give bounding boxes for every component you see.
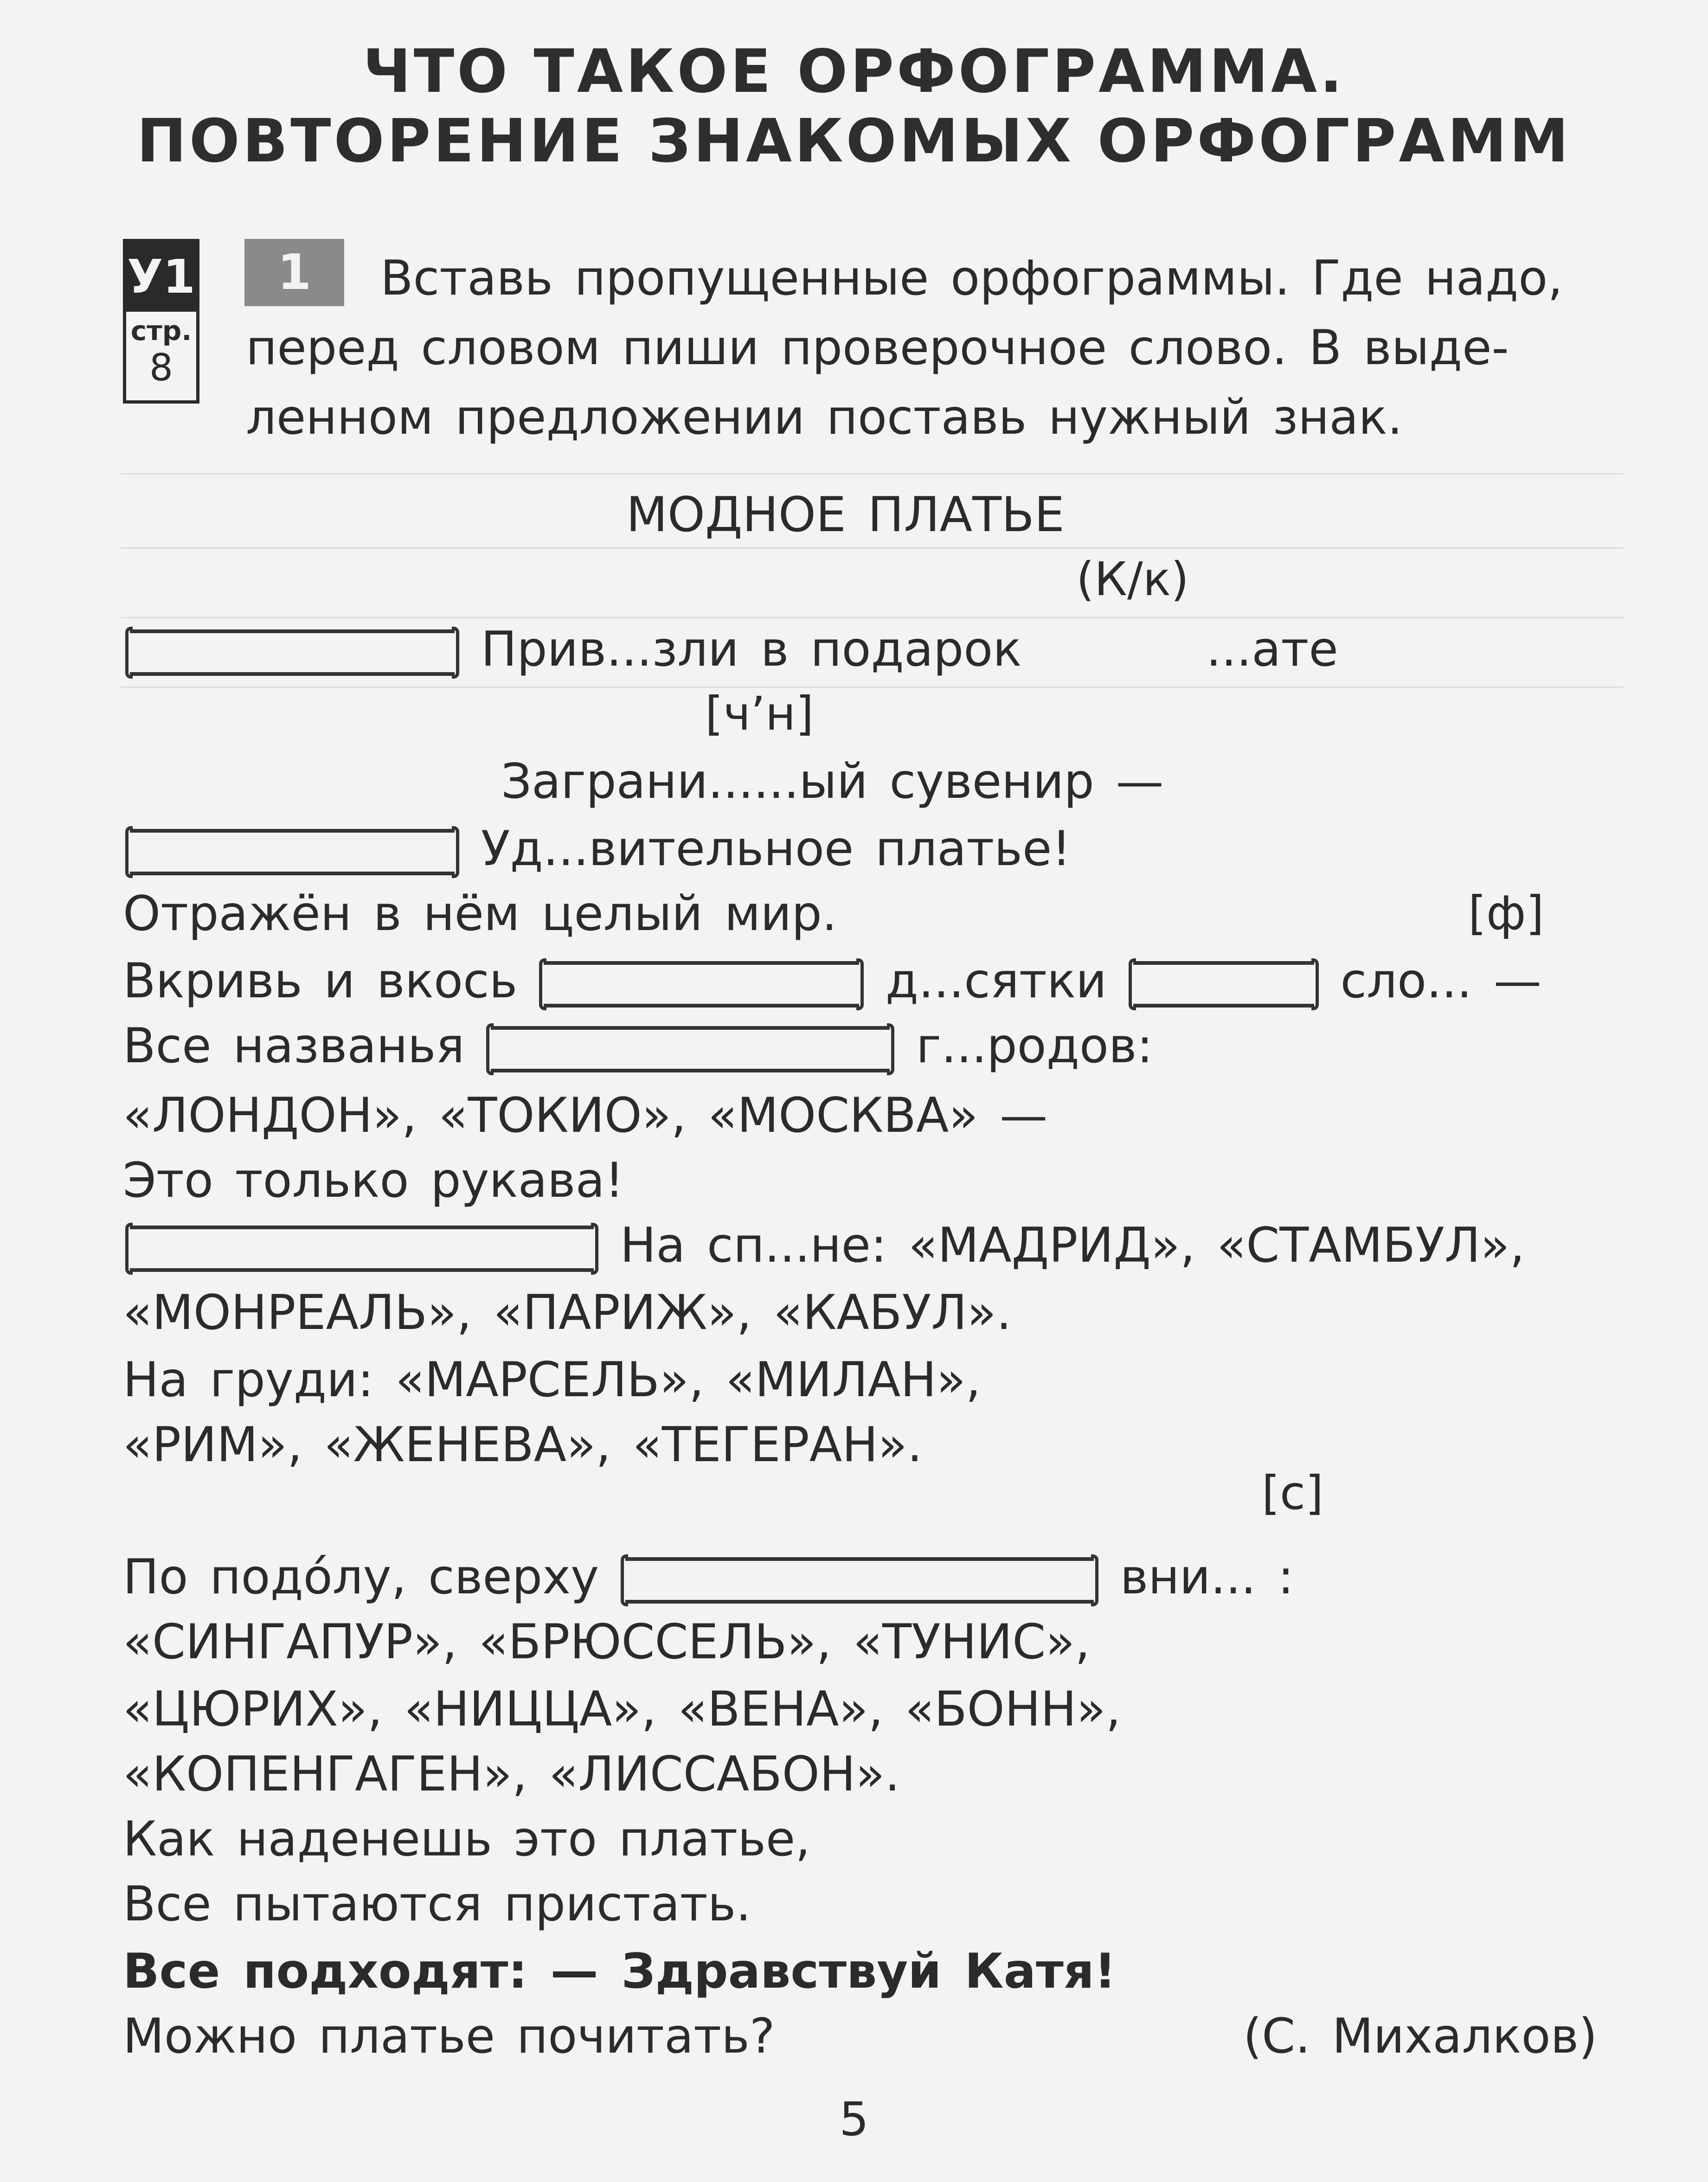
- poem-title: МОДНОЕ ПЛАТЬЕ: [626, 487, 1065, 543]
- poem-line-8: Это только рукава!: [123, 1153, 624, 1208]
- poem-line-2: Заграни......ый сувенир —: [501, 754, 1164, 809]
- check-word-box[interactable]: [491, 1026, 890, 1072]
- unit-label: У1: [126, 242, 196, 312]
- bleed-rule: [121, 547, 1624, 549]
- task-number-badge: 1: [244, 239, 344, 306]
- page-ref-label: стр.: [130, 315, 192, 347]
- check-word-box[interactable]: [625, 1557, 1094, 1604]
- poem-line-7: «ЛОНДОН», «ТОКИО», «МОСКВА» —: [123, 1088, 1048, 1143]
- poem-line-4: Отражён в нём целый мир.: [123, 886, 837, 942]
- instruction-line-2: перед словом пиши проверочное слово. В выде-: [246, 320, 1509, 376]
- poem-line-14: «СИНГАПУР», «БРЮССЕЛЬ», «ТУНИС»,: [123, 1614, 1090, 1670]
- instruction-line-1: Вставь пропущенные орфограммы. Где надо,: [380, 250, 1563, 306]
- check-word-box[interactable]: [130, 829, 455, 875]
- poem-line-17: Как наденешь это платье,: [123, 1811, 811, 1867]
- bleed-rule: [121, 617, 1624, 618]
- hint-capitalization: (К/к): [1076, 552, 1189, 606]
- check-word-box[interactable]: [1133, 961, 1314, 1008]
- check-word-box[interactable]: [544, 961, 859, 1008]
- poem-line-9: На сп...не: «МАДРИД», «СТАМБУЛ»,: [125, 1218, 1525, 1273]
- poem-line-12: «РИМ», «ЖЕНЕВА», «ТЕГЕРАН».: [123, 1417, 923, 1473]
- poem-line-1-tail: ...ате: [1206, 622, 1338, 677]
- poem-line-11: На груди: «МАРСЕЛЬ», «МИЛАН»,: [123, 1352, 981, 1408]
- page-title-line-2: ПОВТОРЕНИЕ ЗНАКОМЫХ ОРФОГРАММ: [136, 107, 1572, 176]
- poem-line-15: «ЦЮРИХ», «НИЦЦА», «ВЕНА», «БОНН»,: [123, 1681, 1121, 1737]
- hint-transcription-chn: [ч’н]: [705, 687, 814, 741]
- poem-line-3: Уд...вительное платье!: [125, 821, 1071, 877]
- poem-line-19-highlighted: Все подходят: — Здравствуй Катя!: [123, 1944, 1116, 1999]
- poem-line-16: «КОПЕНГАГЕН», «ЛИССАБОН».: [123, 1746, 900, 1802]
- check-word-box[interactable]: [130, 1226, 594, 1272]
- bleed-rule: [121, 687, 1624, 688]
- unit-page-badge: [123, 239, 199, 404]
- page-title-line-1: ЧТО ТАКОЕ ОРФОГРАММА.: [363, 37, 1345, 106]
- poem-line-6: Все названья г...родов:: [123, 1018, 1153, 1074]
- check-word-box[interactable]: [130, 629, 455, 676]
- poem-line-1: Прив...зли в подарок: [125, 622, 1021, 677]
- poem-line-13: По подо́лу, сверху вни... :: [123, 1549, 1294, 1605]
- poem-line-18: Все пытаются пристать.: [123, 1876, 751, 1932]
- poem-line-20: Можно платье почитать?: [123, 2009, 775, 2064]
- hint-transcription-f: [ф]: [1468, 886, 1544, 940]
- poem-line-5: Вкривь и вкось д...сятки сло... —: [123, 953, 1541, 1009]
- hint-transcription-s: [с]: [1262, 1466, 1324, 1520]
- page-ref-number: 8: [149, 346, 173, 389]
- poem-line-10: «МОНРЕАЛЬ», «ПАРИЖ», «КАБУЛ».: [123, 1285, 1012, 1341]
- instruction-line-3: ленном предложении поставь нужный знак.: [246, 390, 1403, 445]
- page-number: 5: [839, 2092, 869, 2146]
- bleed-rule: [121, 473, 1624, 475]
- poem-author: (С. Михалков): [1243, 2009, 1598, 2064]
